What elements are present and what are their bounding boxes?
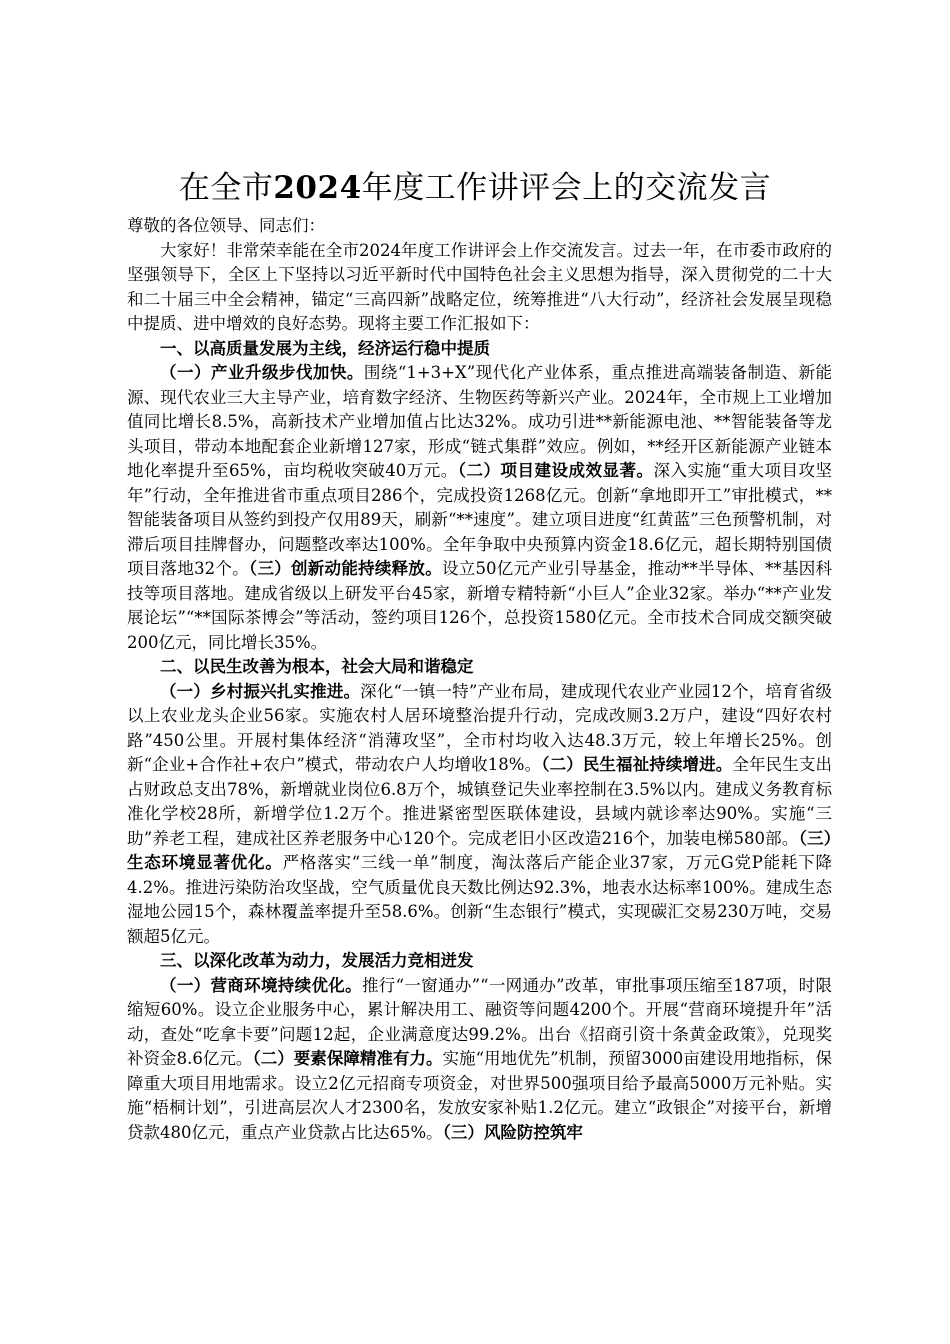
paragraph-text: 全年民生支出占财政总支出78%，新增就业岗位6.8万个，城镇登记失业率控制在3.5%以内。建成义务教育标准化学校28所，新增学位1.2万个。推进紧密型医联体建设，县域内就诊率达90%。实施“三助”养老工程，建成社区养老服务中心120个。完成老旧小区改造216个，加装电梯580部。 (127, 755, 833, 848)
section-2-paragraph (127, 680, 832, 950)
title-prefix: 在全市 (178, 170, 274, 206)
subheading: （二）要素保障精准有力。 (252, 1049, 443, 1068)
paragraph-text: 严格落实“三线一单”制度，淘汰落后产能企业37家，万元G党P能耗下降4.2%。推进污染防治攻坚战，空气质量优良天数比例达92.3%，地表水达标率100%。建成生态湿地公园15个，森林覆盖率提升至58.6%。创新“生态银行”模式，实现碳汇交易230万吨，交易额超5亿元。 (127, 853, 833, 946)
subheading: （三）风险防控筑牢 (442, 1122, 583, 1142)
section-1-paragraph (127, 361, 832, 655)
paragraph-text: 设立50亿元产业引导基金，推动**半导体、**基因科技等项目落地。建成省级以上研发平台45家，新增专精特新“小巨人”企业32家。举办“**产业发展论坛”“**国际茶博会”等活动，签约项目126个，总投资1580亿元。全市技术合同成交额突破200亿元，同比增长35%。 (127, 559, 833, 652)
paragraph-text: 深化“一镇一特”产业布局，建成现代农业产业园12个，培育省级以上农业龙头企业56家。实施农村人居环境整治提升行动，完成改厕3.2万户，建设“四好农村路”450公里。开展村集体经济“消薄攻坚”，全市村均收入达48.3万元，较上年增长25%。创新“企业+合作社+农户”模式，带动农户人均增收18%。 (127, 681, 832, 774)
section-heading-1: 一、以高质量发展为主线，经济运行稳中提质 (160, 338, 490, 358)
paragraph-text: 实施“用地优先”机制，预留3000亩建设用地指标，保障重大项目用地需求。设立2亿元招商专项资金，对世界500强项目给予最高5000万元补贴。实施“梧桐计划”，引进高层次人才2300名，发放安家补贴1.2亿元。建立“政银企”对接平台，新增贷款480亿元，重点产业贷款占比达65%。 (127, 1049, 832, 1142)
subheading: （三）生态环境显著优化。 (127, 828, 832, 872)
subheading: （一）营商环境持续优化。 (160, 975, 362, 995)
subheading: （三）创新动能持续释放。 (248, 559, 442, 578)
document-title (0, 168, 950, 208)
title-year: 2024 (273, 170, 362, 206)
subheading: （一）产业升级步伐加快。 (160, 363, 364, 382)
paragraph-text: 推行“一窗通办”“一网通办”改革，审批事项压缩至187项，时限缩短60%。设立企业服务中心，累计解决用工、融资等问题4200个。开展“营商环境提升年”活动，查处“吃拿卡要”问题12起，企业满意度达99.2%。出台《招商引资十条黄金政策》，兑现奖补资金8.6亿元。 (127, 975, 832, 1068)
subheading: （二）项目建设成效显著。 (457, 461, 654, 480)
document-body (127, 214, 832, 1145)
intro-paragraph: 大家好！非常荣幸能在全市2024年度工作讲评会上作交流发言。过去一年，在市委市政府的坚强领导下，全区上下坚持以习近平新时代中国特色社会主义思想为指导，深入贯彻党的二十大和二十届三中全会精神，锚定“三高四新”战略定位，统筹推进“八大行动”，经济社会发展呈现稳中提质、进中增效的良好态势。现将主要工作汇报如下： (127, 240, 832, 333)
section-3-paragraph (127, 974, 832, 1146)
section-heading-3: 三、以深化改革为动力，发展活力竞相迸发 (160, 951, 474, 970)
salutation: 尊敬的各位领导、同志们： (127, 216, 325, 235)
paragraph-text: 围绕“1+3+X”现代化产业体系，重点推进高端装备制造、新能源、现代农业三大主导产业，培育数字经济、生物医药等新兴产业。2024年，全市规上工业增加值同比增长8.5%，高新技术产业增加值占比达32%。成功引进**新能源电池、**智能装备等龙头项目，带动本地配套企业新增127家，形成“链式集群”效应。例如，**经开区新能源产业链本地化率提升至65%，亩均税收突破40万元。 (127, 363, 833, 480)
paragraph-text: 深入实施“重大项目攻坚年”行动，全年推进省市重点项目286个，完成投资1268亿元。创新“拿地即开工”审批模式，**智能装备项目从签约到投产仅用89天，刷新“**速度”。建立项目进度“红黄蓝”三色预警机制，对滞后项目挂牌督办，问题整改率达100%。全年争取中央预算内资金18.6亿元，超长期特别国债项目落地32个。 (127, 461, 833, 578)
subheading: （二）民生福祉持续增进。 (541, 755, 733, 774)
section-heading-2: 二、以民生改善为根本，社会大局和谐稳定 (160, 657, 474, 676)
title-suffix: 年度工作讲评会上的交流发言 (361, 170, 772, 206)
subheading: （一）乡村振兴扎实推进。 (160, 681, 361, 701)
